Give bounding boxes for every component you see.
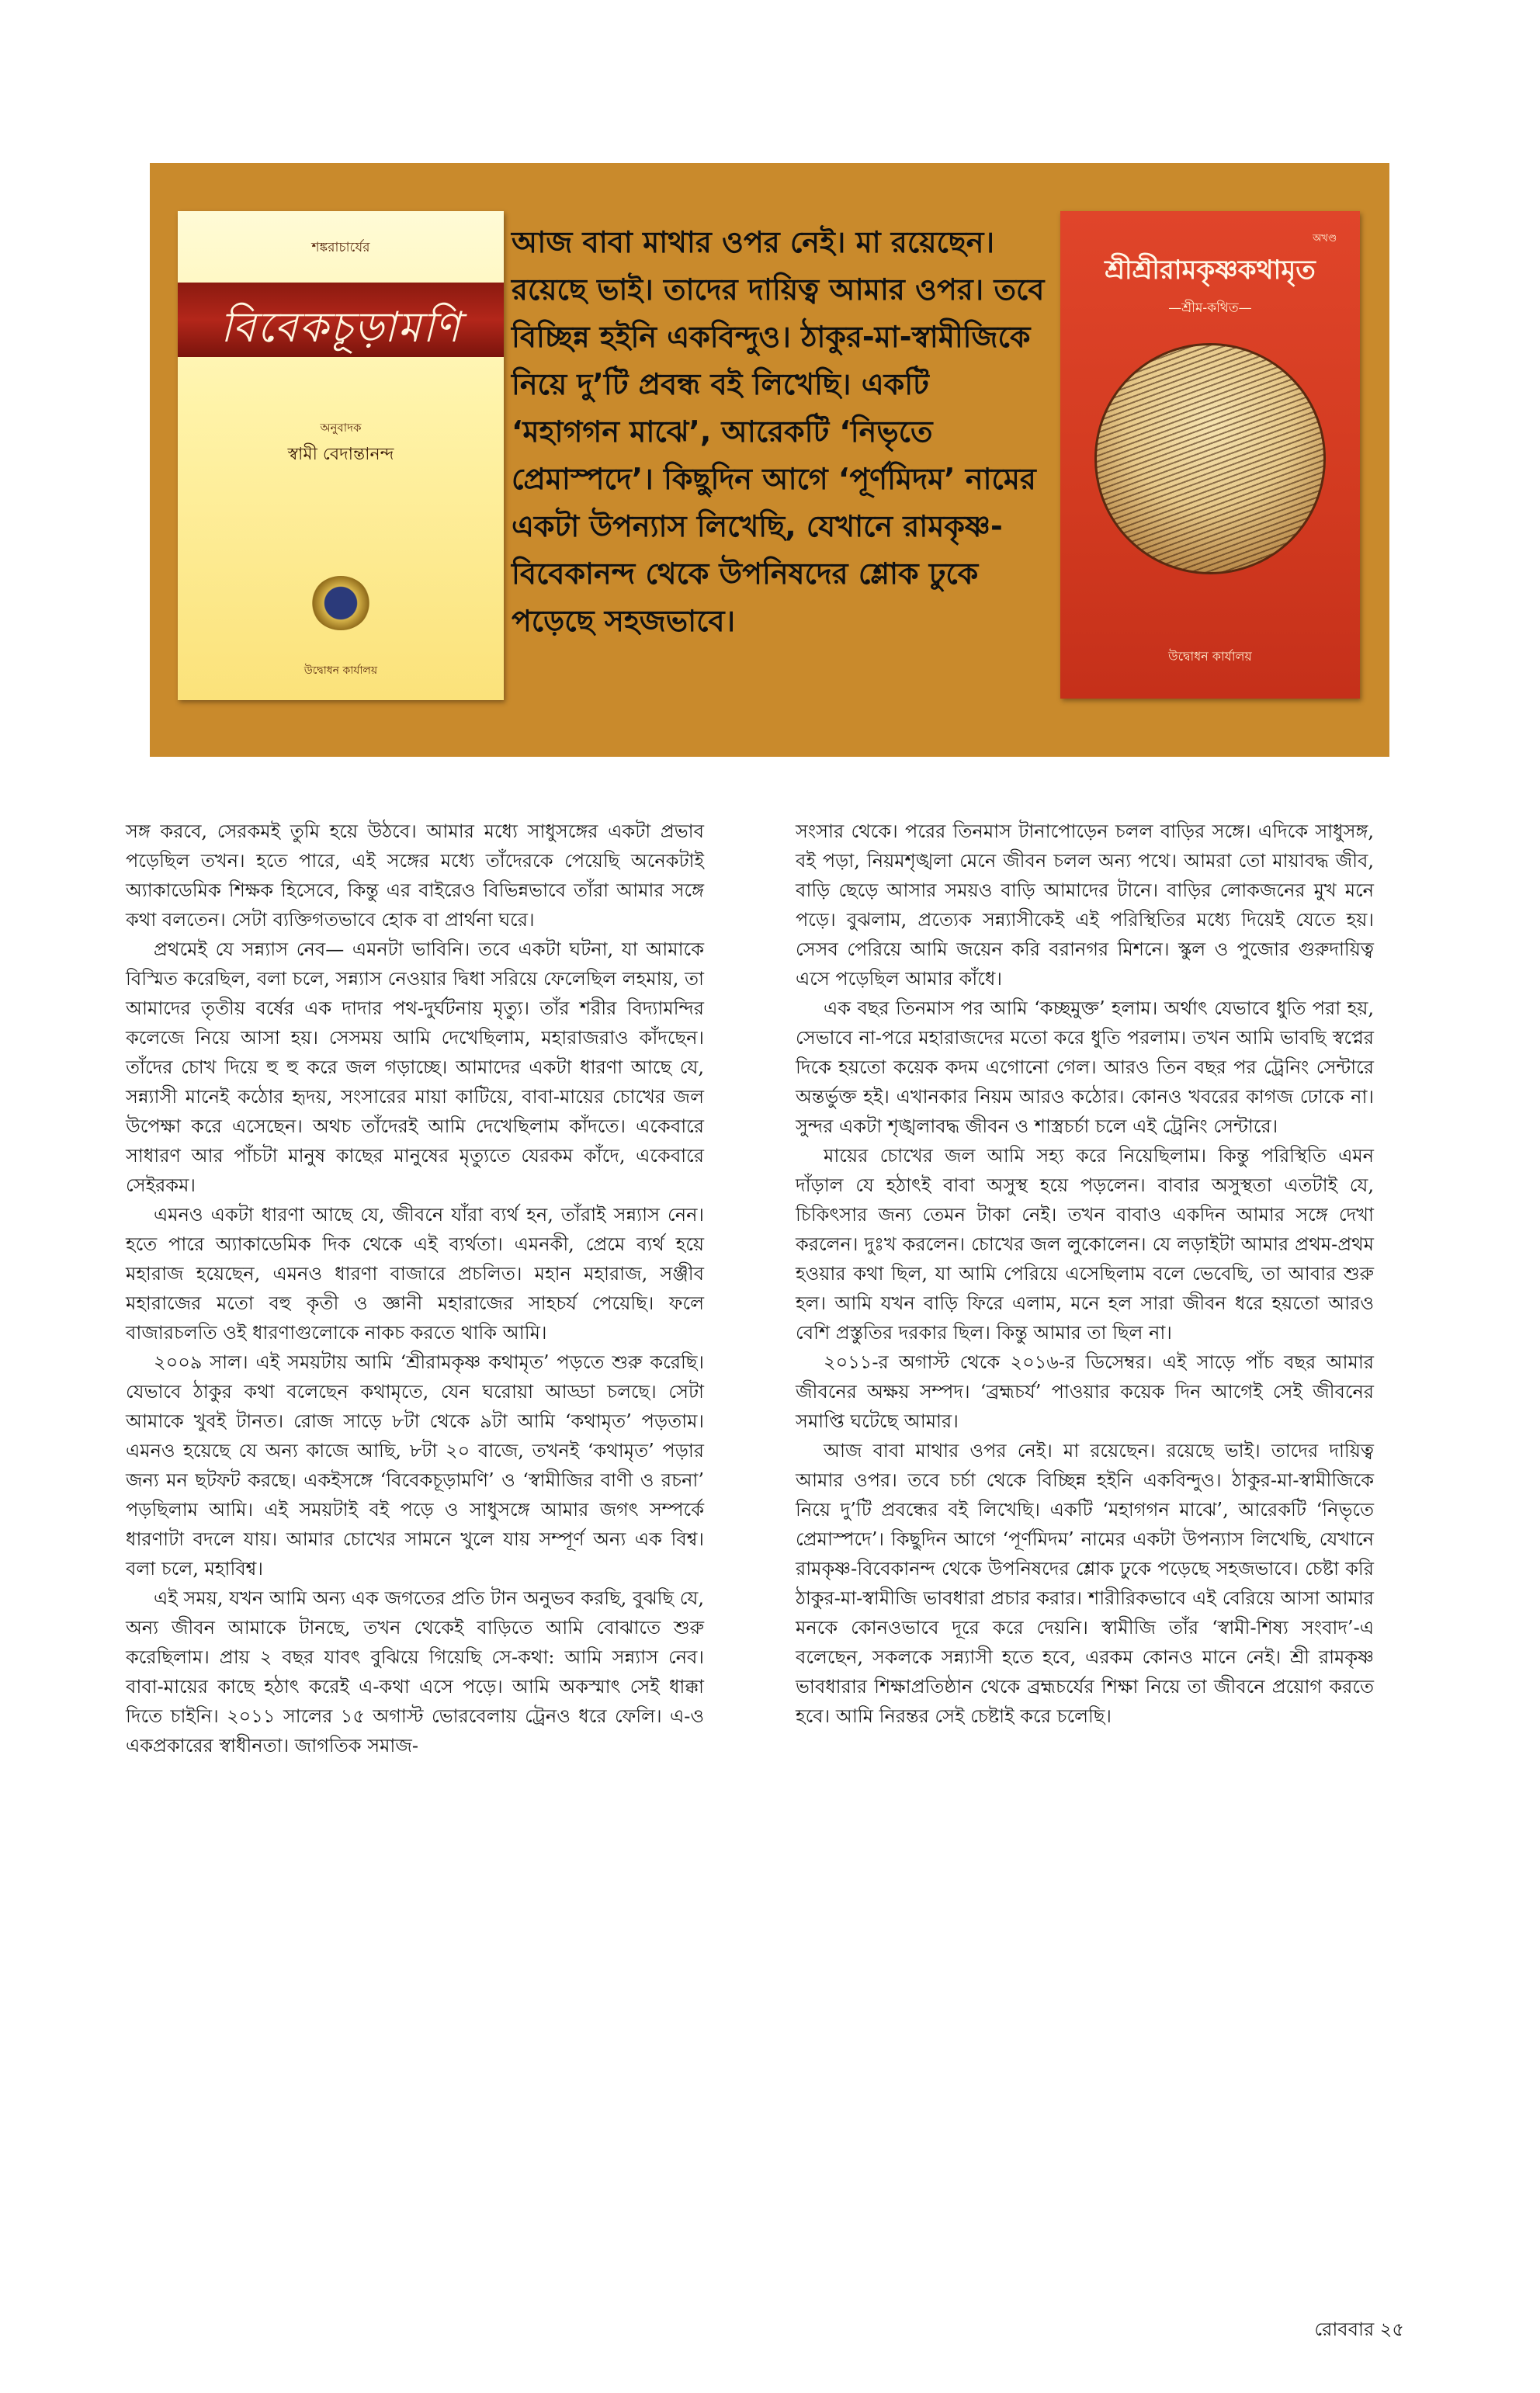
- book-cover-top-line: শঙ্করাচার্যের: [311, 240, 370, 255]
- article-paragraph: আজ বাবা মাথার ওপর নেই। মা রয়েছেন। রয়েছে ভাই। তাদের দায়িত্ব আমার ওপর। তবে চর্চা থেকে বিচ্ছিন্ন হইনি একবিন্দুও। ঠাকুর-মা-স্বামীজিকে নিয়ে দু’টি প্রবন্ধের বই লিখেছি। একটি ‘মহাগগন মাঝে’, আরেকটি ‘নিভৃতে প্রেমাস্পদে’। কিছুদিন আগে ‘পূর্ণমিদম’ নামের একটা উপন্যাস লিখেছি, যেখানে রামকৃষ্ণ-বিবেকানন্দ থেকে উপনিষদের শ্লোক ঢুকে পড়েছে সহজভাবে। চেষ্টা করি ঠাকুর-মা-স্বামীজি ভাবধারা প্রচার করার। শারীরিকভাবে এই বেরিয়ে আসা আমার মনকে কোনওভাবে দূরে করে দেয়নি। স্বামীজি তাঁর ‘স্বামী-শিষ্য সংবাদ’-এ বলেছেন, সকলকে সন্ন্যাসী হতে হবে, এরকম কোনও মানে নেই। শ্রী রামকৃষ্ণ ভাবধারার শিক্ষাপ্রতিষ্ঠান থেকে ব্রহ্মচর্যের শিক্ষা নিয়ে তা জীবনে প্রয়োগ করতে হবে। আমি নিরন্তর সেই চেষ্টাই করে চলেছি।: [796, 1440, 1374, 1727]
- article-paragraph: মায়ের চোখের জল আমি সহ্য করে নিয়েছিলাম। কিন্তু পরিস্থিতি এমন দাঁড়াল যে হঠাৎই বাবা অসুস্থ হয়ে পড়লেন। বাবার অসুস্থতা এতটাই যে, চিকিৎসার জন্য তেমন টাকা নেই। তখন বাবাও একদিন আমার সঙ্গে দেখা করলেন। দুঃখ করলেন। চোখের জল লুকোলেন। যে লড়াইটা আমার প্রথম-প্রথম হওয়ার কথা ছিল, যা আমি পেরিয়ে এসেছিলাম বলে ভেবেছি, তা আবার শুরু হল। আমি যখন বাড়ি ফিরে এলাম, মনে হল সারা জীবন ধরে হয়তো আরও বেশি প্রস্তুতির দরকার ছিল। কিন্তু আমার তা ছিল না।: [796, 1145, 1374, 1344]
- article-paragraph: ২০০৯ সাল। এই সময়টায় আমি ‘শ্রীরামকৃষ্ণ কথামৃত’ পড়তে শুরু করেছি। যেভাবে ঠাকুর কথা বলেছেন কথামৃতে, যেন ঘরোয়া আড্ডা চলছে। সেটা আমাকে খুবই টানত। রোজ সাড়ে ৮টা থেকে ৯টা আমি ‘কথামৃত’ পড়তাম। এমনও হয়েছে যে অন্য কাজে আছি, ৮টা ২০ বাজে, তখনই ‘কথামৃত’ পড়ার জন্য মন ছটফট করছে। একইসঙ্গে ‘বিবেকচূড়ামণি’ ও ‘স্বামীজির বাণী ও রচনা’ পড়ছিলাম আমি। এই সময়টাই বই পড়ে ও সাধুসঙ্গে আমার জগৎ সম্পর্কে ধারণাটা বদলে যায়। আমার চোখের সামনে খুলে যায় সম্পূর্ণ অন্য এক বিশ্ব। বলা চলে, মহাবিশ্ব।: [126, 1351, 704, 1580]
- book-cover-illustration: [1094, 343, 1326, 574]
- publisher-emblem-icon: [311, 576, 370, 630]
- book-cover-title: বিবেকচূড়ামণি: [220, 303, 462, 352]
- article-column-right: [796, 817, 1374, 1731]
- pull-quote: আজ বাবা মাথার ওপর নেই। মা রয়েছেন। রয়েছে ভাই। তাদের দায়িত্ব আমার ওপর। তবে বিচ্ছিন্ন হইনি একবিন্দুও। ঠাকুর-মা-স্বামীজিকে নিয়ে দু’টি প্রবন্ধ বই লিখেছি। একটি ‘মহাগগন মাঝে’, আরেকটি ‘নিভৃতে প্রেমাস্পদে’। কিছুদিন আগে ‘পূর্ণমিদম’ নামের একটা উপন্যাস লিখেছি, যেখানে রামকৃষ্ণ-বিবেকানন্দ থেকে উপনিষদের শ্লোক ঢুকে পড়েছে সহজভাবে।: [512, 225, 1045, 638]
- book-cover-publisher: উদ্বোধন কার্যালয়: [303, 664, 378, 677]
- book-cover-subtitle: —শ্রীম-কথিত—: [1168, 300, 1252, 316]
- article-paragraph: ২০১১-র অগাস্ট থেকে ২০১৬-র ডিসেম্বর। এই সাড়ে পাঁচ বছর আমার জীবনের অক্ষয় সম্পদ। ‘ব্রহ্মচর্য’ পাওয়ার কয়েক দিন আগেই সেই জীবনের সমাপ্তি ঘটেছে আমার।: [796, 1351, 1374, 1432]
- page-number-label: রোববার ২৫: [1314, 2318, 1404, 2340]
- book-cover-vivekachudamani: [178, 211, 504, 700]
- book-cover-publisher: উদ্বোধন কার্যালয়: [1168, 649, 1252, 664]
- article-paragraph: এক বছর তিনমাস পর আমি ‘কচ্ছমুক্ত’ হলাম। অর্থাৎ যেভাবে ধুতি পরা হয়, সেভাবে না-পরে মহারাজদের মতো করে ধুতি পরলাম। তখন আমি ভাবছি স্বপ্নের দিকে হয়তো কয়েক কদম এগোনো গেল। আরও তিন বছর পর ট্রেনিং সেন্টারে অন্তর্ভুক্ত হই। এখানকার নিয়ম আরও কঠোর। কোনও খবরের কাগজ ঢোকে না। সুন্দর একটা শৃঙ্খলাবদ্ধ জীবন ও শাস্ত্রচর্চা চলে এই ট্রেনিং সেন্টারে।: [796, 997, 1374, 1137]
- article-paragraph: সংসার থেকে। পরের তিনমাস টানাপোড়েন চলল বাড়ির সঙ্গে। এদিকে সাধুসঙ্গ, বই পড়া, নিয়মশৃঙ্খলা মেনে জীবন চলল অন্য পথে। আমরা তো মায়াবদ্ধ জীব, বাড়ি ছেড়ে আসার সময়ও বাড়ি আমাদের টানে। বাড়ির লোকজনের মুখ মনে পড়ে। বুঝলাম, প্রত্যেক সন্ন্যাসীকেই এই পরিস্থিতির মধ্যে দিয়েই যেতে হয়। সেসব পেরিয়ে আমি জয়েন করি বরানগর মিশনে। স্কুল ও পুজোর গুরুদায়িত্ব এসে পড়েছিল আমার কাঁধে।: [796, 820, 1374, 990]
- book-cover-translator: স্বামী বেদান্তানন্দ: [287, 445, 394, 464]
- book-cover-title: শ্রীশ্রীরামকৃষ্ণকথামৃত: [1105, 255, 1316, 286]
- article-paragraph: প্রথমেই যে সন্ন্যাস নেব— এমনটা ভাবিনি। তবে একটা ঘটনা, যা আমাকে বিস্মিত করেছিল, বলা চলে, সন্ন্যাস নেওয়ার দ্বিধা সরিয়ে ফেলেছিল লহমায়, তা আমাদের তৃতীয় বর্ষের এক দাদার পথ-দুর্ঘটনায় মৃত্যু। তাঁর শরীর বিদ্যামন্দির কলেজে নিয়ে আসা হয়। সেসময় আমি দেখেছিলাম, মহারাজরাও কাঁদছেন। তাঁদের চোখ দিয়ে হু হু করে জল গড়াচ্ছে। আমাদের একটা ধারণা আছে যে, সন্ন্যাসী মানেই কঠোর হৃদয়, সংসারের মায়া কাটিয়ে, বাবা-মায়ের চোখের জল উপেক্ষা করে এসেছেন। অথচ তাঁদেরই আমি দেখেছিলাম কাঁদতে। একেবারে সাধারণ আর পাঁচটা মানুষ কাছের মানুষের মৃত্যুতে যেরকম কাঁদে, একেবারে সেইরকম।: [126, 938, 704, 1196]
- article-paragraph: এই সময়, যখন আমি অন্য এক জগতের প্রতি টান অনুভব করছি, বুঝছি যে, অন্য জীবন আমাকে টানছে, তখন থেকেই বাড়িতে আমি বোঝাতে শুরু করেছিলাম। প্রায় ২ বছর যাবৎ বুঝিয়ে গিয়েছি সে-কথা: আমি সন্ন্যাস নেব। বাবা-মায়ের কাছে হঠাৎ করেই এ-কথা এসে পড়ে। আমি অকস্মাৎ সেই ধাক্কা দিতে চাইনি। ২০১১ সালের ১৫ অগাস্ট ভোরবেলায় ট্রেনও ধরে ফেলি। এ-ও একপ্রকারের স্বাধীনতা। জাগতিক সমাজ-: [126, 1587, 704, 1757]
- article-paragraph: এমনও একটা ধারণা আছে যে, জীবনে যাঁরা ব্যর্থ হন, তাঁরাই সন্ন্যাস নেন। হতে পারে অ্যাকাডেমিক দিক থেকে এই ব্যর্থতা। এমনকী, প্রেমে ব্যর্থ হয়ে মহারাজ হয়েছেন, এমনও ধারণা বাজারে প্রচলিত। মহান মহারাজ, সঞ্জীব মহারাজের মতো বহু কৃতী ও জ্ঞানী মহারাজের সাহচর্য পেয়েছি। ফলে বাজারচলতি ওই ধারণাগুলোকে নাকচ করতে থাকি আমি।: [126, 1204, 704, 1344]
- pullout-box: [150, 163, 1389, 757]
- article-paragraph: সঙ্গ করবে, সেরকমই তুমি হয়ে উঠবে। আমার মধ্যে সাধুসঙ্গের একটা প্রভাব পড়েছিল তখন। হতে পারে, এই সঙ্গের মধ্যে তাঁদেরকে পেয়েছি অনেকটাই অ্যাকাডেমিক শিক্ষক হিসেবে, কিন্তু এর বাইরেও বিভিন্নভাবে তাঁরা আমার সঙ্গে কথা বলতেন। সেটা ব্যক্তিগতভাবে হোক বা প্রার্থনা ঘরে।: [126, 820, 704, 931]
- book-cover-top-line: অখণ্ড: [1313, 233, 1337, 245]
- book-cover-translator-label: অনুবাদক: [320, 421, 362, 435]
- book-cover-kathamrita: [1060, 211, 1360, 699]
- article-column-left: [126, 817, 704, 1760]
